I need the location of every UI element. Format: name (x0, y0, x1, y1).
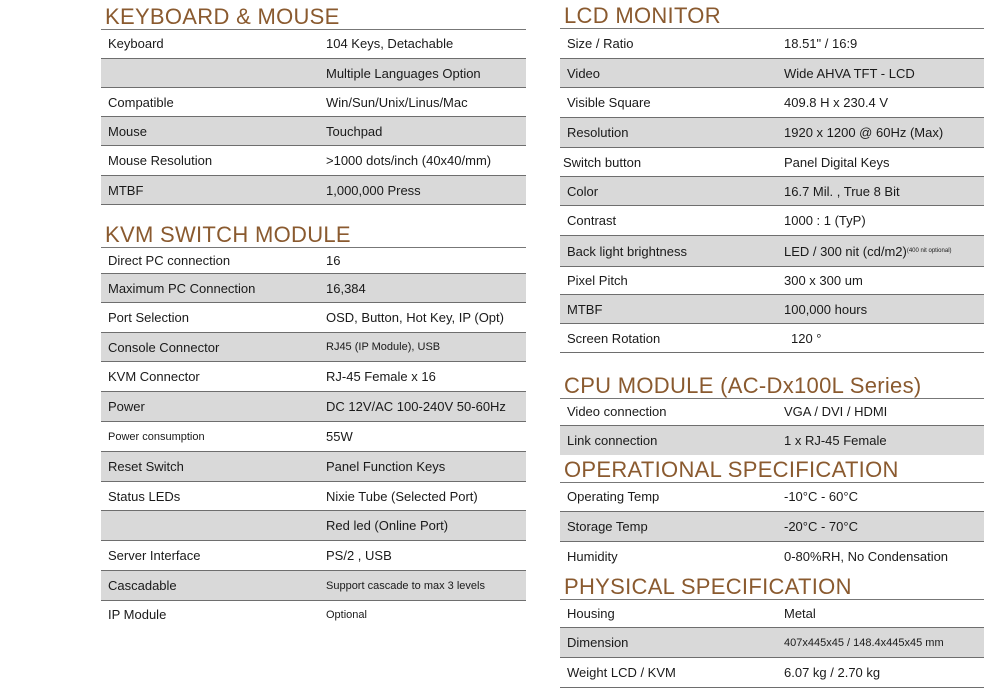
table-row (101, 59, 526, 88)
spec-label: Status LEDs (108, 488, 181, 504)
spec-label: Port Selection (108, 310, 189, 325)
table-row (560, 398, 984, 426)
table-row (101, 29, 526, 59)
spec-label: Power (108, 399, 145, 414)
spec-value: 407x445x45 / 148.4x445x45 mm (784, 636, 944, 649)
table-row (101, 422, 526, 452)
table-row (101, 146, 526, 176)
spec-value: Wide AHVA TFT - LCD (784, 65, 915, 81)
table-row (101, 541, 526, 571)
physical-spec-table (560, 599, 984, 688)
table-row (560, 426, 984, 455)
spec-value: DC 12V/AC 100-240V 50-60Hz (326, 399, 506, 414)
cpu-module-heading: CPU MODULE (AC-Dx100L Series) (560, 374, 984, 398)
operational-spec-heading: OPERATIONAL SPECIFICATION (560, 458, 984, 482)
spec-label: Size / Ratio (567, 35, 634, 51)
table-row (560, 267, 984, 295)
spec-value: 16 (326, 252, 341, 268)
spec-label: Weight LCD / KVM (567, 665, 676, 680)
spec-label: Color (567, 183, 599, 199)
spec-value: Win/Sun/Unix/Linus/Mac (326, 94, 468, 110)
spec-value: Panel Digital Keys (784, 154, 890, 170)
spec-value: PS/2 , USB (326, 548, 392, 563)
spec-value: 16.7 Mil. , True 8 Bit (784, 183, 900, 199)
spec-label: Switch button (563, 154, 642, 170)
spec-label: MTBF (567, 301, 603, 317)
spec-value-main: LED / 300 nit (cd/m2) (784, 243, 907, 259)
physical-spec-heading: PHYSICAL SPECIFICATION (560, 575, 984, 599)
keyboard-mouse-heading: KEYBOARD & MOUSE (101, 5, 526, 29)
table-row (101, 117, 526, 146)
table-row (560, 177, 984, 206)
table-row (560, 28, 984, 59)
spec-value: Red led (Online Port) (326, 518, 449, 533)
spec-value: 1920 x 1200 @ 60Hz (Max) (784, 125, 944, 140)
spec-value: 409.8 H x 230.4 V (784, 95, 889, 110)
table-row (560, 295, 984, 324)
table-row (560, 206, 984, 236)
table-row (560, 628, 984, 658)
spec-value: Panel Function Keys (326, 459, 446, 474)
spec-label: Power consumption (108, 430, 205, 443)
spec-label: Console Connector (108, 339, 220, 355)
table-row (560, 59, 984, 88)
spec-label: Direct PC connection (108, 252, 231, 268)
table-row (560, 88, 984, 118)
spec-value: 300 x 300 um (784, 273, 863, 288)
spec-value: 1 x RJ-45 Female (784, 433, 887, 448)
spec-label: Operating Temp (567, 489, 660, 504)
spec-value: 1,000,000 Press (326, 182, 421, 198)
spec-value: -20°C - 70°C (784, 519, 858, 534)
spec-value: VGA / DVI / HDMI (784, 404, 888, 419)
spec-value: 120 ° (791, 330, 822, 346)
spec-value: 100,000 hours (784, 301, 868, 317)
table-row (560, 512, 984, 542)
table-row (101, 571, 526, 601)
spec-label: MTBF (108, 182, 144, 198)
left-column (101, 0, 526, 628)
operational-spec-table (560, 482, 984, 570)
spec-value: >1000 dots/inch (40x40/mm) (326, 153, 492, 168)
spec-label: Storage Temp (567, 519, 648, 534)
spec-label: Screen Rotation (567, 330, 661, 346)
spec-value-note: (400 nit optional) (906, 248, 952, 254)
table-row (560, 118, 984, 148)
spec-label: Keyboard (108, 36, 164, 51)
cpu-module-table (560, 398, 984, 455)
table-row (101, 274, 526, 303)
spec-label: Humidity (567, 548, 618, 564)
kvm-switch-heading: KVM SWITCH MODULE (101, 223, 526, 247)
spec-label: Resolution (567, 125, 629, 140)
spec-value: Multiple Languages Option (326, 65, 481, 81)
spec-label: Pixel Pitch (567, 273, 628, 288)
spec-label: Mouse Resolution (108, 153, 213, 168)
table-row (560, 324, 984, 353)
spec-label: Compatible (108, 94, 174, 110)
spec-label: Video (567, 65, 601, 81)
spec-value: RJ45 (IP Module), USB (326, 341, 441, 353)
table-row (101, 362, 526, 392)
table-row (101, 392, 526, 422)
spec-label: Visible Square (567, 95, 651, 110)
spec-value (784, 236, 952, 266)
table-row (101, 452, 526, 482)
table-row (101, 88, 526, 117)
table-row (101, 176, 526, 205)
table-row (560, 658, 984, 688)
spec-value: 0-80%RH, No Condensation (784, 548, 949, 564)
table-row (560, 542, 984, 570)
spec-label: Mouse (108, 123, 148, 139)
spec-value: Nixie Tube (Selected Port) (326, 488, 478, 504)
table-row (101, 482, 526, 511)
table-row (560, 148, 984, 177)
spec-label: Back light brightness (567, 243, 687, 259)
spec-label: Cascadable (108, 578, 177, 593)
spec-value: Support cascade to max 3 levels (326, 579, 485, 592)
kvm-switch-table (101, 247, 526, 628)
table-row (101, 247, 526, 274)
spec-value: 1000 : 1 (TyP) (784, 213, 866, 228)
spec-label: KVM Connector (108, 369, 200, 384)
spec-label: IP Module (108, 607, 167, 622)
table-row (101, 601, 526, 628)
spec-value: RJ-45 Female x 16 (326, 369, 436, 384)
table-row (560, 599, 984, 628)
spec-label: Link connection (567, 433, 658, 448)
spec-value: 18.51" / 16:9 (784, 35, 858, 51)
spec-label: Server Interface (108, 548, 201, 563)
spec-label: Maximum PC Connection (108, 280, 256, 296)
table-row (101, 511, 526, 541)
keyboard-mouse-table (101, 29, 526, 205)
table-row (560, 482, 984, 512)
spec-value: 16,384 (326, 280, 366, 296)
spec-value: OSD, Button, Hot Key, IP (Opt) (326, 310, 504, 325)
spec-value: Optional (326, 608, 367, 621)
table-row (560, 236, 984, 267)
spec-label: Reset Switch (108, 459, 184, 474)
spec-value: 6.07 kg / 2.70 kg (784, 665, 881, 680)
lcd-monitor-heading: LCD MONITOR (560, 4, 984, 28)
spec-value: Touchpad (326, 123, 383, 139)
lcd-monitor-table (560, 28, 984, 353)
spec-value: 55W (326, 429, 353, 444)
table-row (101, 303, 526, 333)
spec-value: Metal (784, 605, 816, 621)
spec-value: -10°C - 60°C (784, 489, 858, 504)
right-column (560, 0, 984, 688)
spec-label: Dimension (567, 635, 629, 650)
spec-label: Video connection (567, 404, 667, 419)
spec-label: Housing (567, 605, 615, 621)
table-row (101, 333, 526, 362)
spec-value: 104 Keys, Detachable (326, 36, 454, 51)
spec-label: Contrast (567, 213, 617, 228)
